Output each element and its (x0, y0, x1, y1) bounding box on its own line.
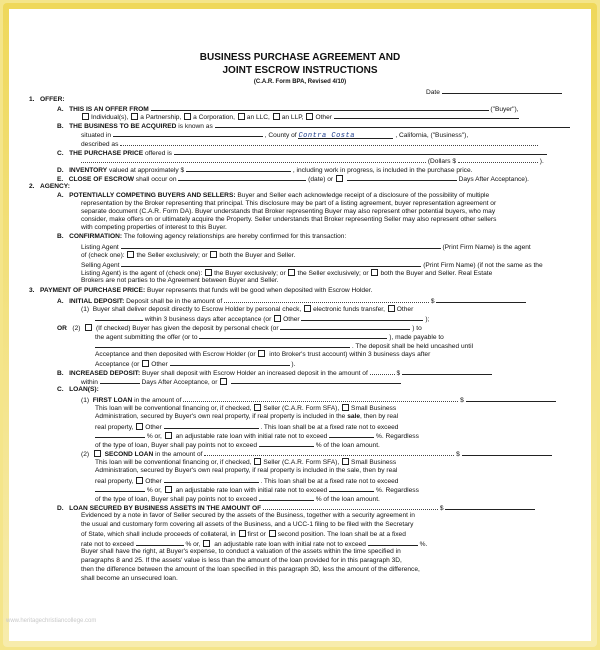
document-subtitle: (C.A.R. Form BPA, Revised 4/10) (253, 79, 347, 85)
corporation-checkbox[interactable] (184, 113, 191, 120)
second-adjustable-rate-field[interactable] (329, 485, 374, 492)
second-other-checkbox[interactable] (136, 477, 143, 484)
eft-checkbox[interactable] (304, 305, 311, 312)
second-loan-admin-line: Administration, secured by Buyer's own real property, if real property is included in the sale, then by real (95, 467, 398, 474)
inventory-value-field[interactable] (186, 165, 291, 172)
payable-to-field[interactable] (95, 341, 350, 348)
other-entity-field[interactable] (334, 112, 519, 119)
deposit-given-checkbox[interactable] (85, 324, 92, 331)
d-adjustable-rate-field[interactable] (368, 539, 418, 546)
first-loan-admin-line: Administration, secured by Buyer's own real property, if real property is included in the sale, then by real (95, 413, 399, 420)
business-assets-loan-field[interactable] (445, 503, 535, 510)
offer-c-line: C. THE PURCHASE PRICE offered is (57, 148, 547, 159)
second-points-field[interactable] (259, 494, 314, 501)
increased-other-checkbox[interactable] (220, 378, 227, 385)
selling-buyer-exclusive-checkbox[interactable] (205, 269, 212, 276)
buyer-type-options: Individual(s), a Partnership, a Corporation, an LLC, an LLP, Other (81, 112, 519, 123)
llc-checkbox[interactable] (238, 113, 245, 120)
payment-d-line: D. LOAN SECURED BY BUSINESS ASSETS IN THE AMOUNT OF $ (57, 503, 535, 514)
selling-both-checkbox[interactable] (371, 269, 378, 276)
payment-d-text-8: shall become an unsecured loan. (81, 575, 178, 582)
acceptance-line: Acceptance and then deposited with Escrow Holder (or into Broker's trust account) within 3 business days after (95, 351, 431, 358)
purchase-price-amount-field[interactable] (458, 156, 538, 163)
date-line (426, 87, 562, 98)
first-seller-sfa-checkbox[interactable] (254, 404, 261, 411)
watermark: www.heritagechristiancollege.com (6, 618, 97, 624)
selling-agent-line: Selling Agent (Print Firm Name) (if not the same as the (81, 262, 543, 269)
selling-check-line: Listing Agent) is the agent of (check one): the Buyer exclusively; or the Seller exclusively; or both the Buyer and Seller. Real Estate (81, 270, 493, 277)
date-label: Date (426, 89, 440, 96)
broker-trust-checkbox[interactable] (258, 350, 265, 357)
offer-a-line: A. THIS IS AN OFFER FROM ("Buyer"), (57, 106, 519, 113)
listing-both-checkbox[interactable] (210, 251, 217, 258)
first-loan-rate-line: % or, an adjustable rate loan with initial rate not to exceed %. Regardless (95, 431, 419, 442)
other-entity-checkbox[interactable] (306, 113, 313, 120)
second-loan-line: (2) SECOND LOAN in the amount of $ (81, 449, 552, 460)
agency-a-text-2: representation by the Broker representing that principal. This disclosure may be part of a listing agreement, buyer representation agreement or (81, 200, 497, 207)
section-payment-heading: 3. PAYMENT OF PURCHASE PRICE: Buyer represents that funds will be good when deposited with Escrow Holder. (29, 287, 373, 294)
first-other-field[interactable] (164, 422, 259, 429)
agency-b-line: B. CONFIRMATION: The following agency relationships are hereby confirmed for this transaction: (57, 233, 347, 240)
deposit-within-other-field[interactable] (301, 314, 423, 321)
individual-checkbox[interactable] (82, 113, 89, 120)
agency-a-text-3: separate document (C.A.R. Form DA). Buyer understands that Broker representing Buyer may also represent other potential buyers, who may (81, 208, 496, 215)
second-loan-checkbox[interactable] (94, 450, 101, 457)
initial-deposit-field[interactable] (436, 296, 526, 303)
deposit-within-other-checkbox[interactable] (274, 315, 281, 322)
first-loan-property-line: real property, Other . This loan shall be at a fixed rate not to exceed (95, 424, 399, 431)
acceptance-other-line: Acceptance (or Other ). (95, 361, 296, 368)
selling-seller-exclusive-checkbox[interactable] (288, 269, 295, 276)
agency-a-text-4: consider, make offers on or ultimately acquire the Property. Seller understands that Broker representing Seller may also represent other sellers (81, 216, 497, 223)
document-title-line2: JOINT ESCROW INSTRUCTIONS (222, 65, 378, 76)
payment-b-line: B. INCREASED DEPOSIT: Buyer shall deposit with Escrow Holder an increased deposit in the amount of $ (57, 368, 492, 379)
acceptance-other-field[interactable] (170, 359, 290, 366)
close-days-field[interactable] (347, 174, 457, 181)
deposit-option2-line: OR (2) (If checked) Buyer has given the deposit by personal check (or ) to (57, 325, 422, 332)
offer-d-line: D. INVENTORY valued at approximately $ , including work in progress, is included in the purchase price. (57, 167, 473, 174)
described-as-field[interactable] (120, 139, 538, 146)
second-loan-rate-line: % or, an adjustable rate loan with initial rate not to exceed %. Regardless (95, 485, 419, 496)
second-loan-conv-line: This loan will be conventional financing or, if checked, Seller (C.A.R. Form SFA), Small Business (95, 459, 397, 466)
document-title-line1: BUSINESS PURCHASE AGREEMENT AND (199, 52, 401, 63)
first-loan-amount-field[interactable] (466, 395, 556, 402)
described-line: described as (81, 139, 538, 150)
payment-d-text-5: Buyer shall have the right, at Buyer's expense, to conduct a valuation of the assets within the time specified in (81, 548, 401, 555)
offer-e-line: E. CLOSE OF ESCROW shall occur on (date) or Days After Acceptance). (57, 176, 529, 183)
payment-c-heading: C. LOAN(S): (57, 386, 99, 393)
listing-agent-field[interactable] (121, 242, 441, 249)
partnership-checkbox[interactable] (131, 113, 138, 120)
acceptance-other-checkbox[interactable] (142, 360, 149, 367)
deposit-within-line: within 3 business days after acceptance (or Other ); (95, 314, 429, 325)
d-fixed-rate-field[interactable] (136, 539, 184, 546)
increased-days-field[interactable] (100, 377, 140, 384)
close-date-field[interactable] (178, 174, 306, 181)
payment-d-text-1: Evidenced by a note in favor of Seller secured by the assets of the Business, together with a security agreement in (81, 512, 415, 519)
first-other-checkbox[interactable] (136, 423, 143, 430)
buyer-name-field[interactable] (151, 104, 489, 111)
payment-a-line: A. INITIAL DEPOSIT: Deposit shall be in the amount of $ (57, 296, 526, 307)
first-position-checkbox[interactable] (239, 530, 246, 537)
deposit-held-line: . The deposit shall be held uncashed until (95, 341, 473, 352)
close-days-checkbox[interactable] (336, 175, 343, 182)
listing-check-line: of (check one): the Seller exclusively; or both the Buyer and Seller. (81, 252, 296, 259)
first-loan-points-line: of the type of loan, Buyer shall pay points not to exceed % of the loan amount. (95, 442, 380, 449)
d-adjustable-checkbox[interactable] (203, 540, 210, 547)
brokers-line: Brokers are not parties to the Agreement between Buyer and Seller. (81, 277, 279, 284)
agency-a-text-5: with competing properties of interest to this Buyer. (81, 224, 227, 231)
first-loan-conv-line: This loan will be conventional financing or, if checked, Seller (C.A.R. Form SFA), Small Business (95, 405, 397, 412)
second-loan-amount-field[interactable] (462, 449, 552, 456)
payment-d-text-3: of State, which shall include proceeds of collateral, in first or second position. The loan shall be at a fixed (81, 531, 406, 538)
offer-b-line: B. THE BUSINESS TO BE ACQUIRED is known as (57, 121, 570, 132)
first-fixed-rate-field[interactable] (95, 431, 145, 438)
increased-deposit-field[interactable] (402, 368, 492, 375)
second-small-business-checkbox[interactable] (342, 458, 349, 465)
listing-agent-line: Listing Agent (Print Firm Name) is the agent (81, 244, 531, 251)
business-name-field[interactable] (215, 121, 570, 128)
second-other-field[interactable] (164, 476, 259, 483)
increased-within-line: within Days After Acceptance, or (81, 377, 401, 388)
date-field[interactable] (442, 87, 562, 94)
second-position-checkbox[interactable] (269, 530, 276, 537)
agent-submitting-line: the agent submitting the offer (or to ), made payable to (95, 334, 444, 341)
purchase-price-field[interactable] (174, 148, 547, 155)
second-seller-sfa-checkbox[interactable] (254, 458, 261, 465)
payment-d-text-6: paragraphs 8 and 25. If the assets' value is less than the amount of the loan provided for in this paragraph 3D, (81, 557, 402, 564)
payment-d-text-2: the usual and customary form covering all assets of the Business, and a UCC-1 filing to be filed with the Secretary (81, 521, 414, 528)
first-adjustable-rate-field[interactable] (329, 431, 374, 438)
first-points-field[interactable] (259, 440, 314, 447)
second-adjustable-checkbox[interactable] (165, 486, 172, 493)
document-page (9, 9, 591, 641)
dollars-line: (Dollars $ ). (81, 156, 544, 167)
situated-in-field[interactable] (113, 130, 263, 137)
second-loan-property-line: real property, Other . This loan shall be at a fixed rate not to exceed (95, 478, 399, 485)
first-adjustable-checkbox[interactable] (165, 432, 172, 439)
second-loan-points-line: of the type of loan, Buyer shall pay points not to exceed % of the loan amount. (95, 496, 380, 503)
listing-seller-exclusive-checkbox[interactable] (127, 251, 134, 258)
llp-checkbox[interactable] (273, 113, 280, 120)
second-fixed-rate-field[interactable] (95, 485, 145, 492)
situated-line: situated in , County of Contra Costa , California, ("Business"), (81, 132, 469, 140)
selling-agent-field[interactable] (121, 260, 421, 267)
payment-d-text-7: then the difference between the amount of the loan specified in this paragraph 3D, less the amount of the difference, (81, 566, 420, 573)
first-small-business-checkbox[interactable] (342, 404, 349, 411)
increased-other-field[interactable] (231, 377, 401, 384)
agency-a-line: A. POTENTIALLY COMPETING BUYERS AND SELLERS: Buyer and Seller each acknowledge receipt of a disclosure of the possibility of multiple (57, 192, 490, 199)
agent-submitting-field[interactable] (199, 332, 387, 339)
deposit-option1-line: (1) Buyer shall deliver deposit directly to Escrow Holder by personal check, electronic funds transfer, Other (81, 306, 414, 313)
deposit-other-checkbox[interactable] (388, 305, 395, 312)
personal-check-other-field[interactable] (280, 323, 410, 330)
payment-d-text-4: rate not to exceed % or, an adjustable rate loan with initial rate not to exceed %. (81, 541, 428, 548)
county-field[interactable]: Contra Costa (298, 132, 393, 139)
section-agency-heading: 2. AGENCY: (29, 183, 70, 190)
section-offer-heading: 1. OFFER: (29, 96, 65, 103)
first-loan-line: (1) FIRST LOAN in the amount of $ (81, 395, 556, 406)
